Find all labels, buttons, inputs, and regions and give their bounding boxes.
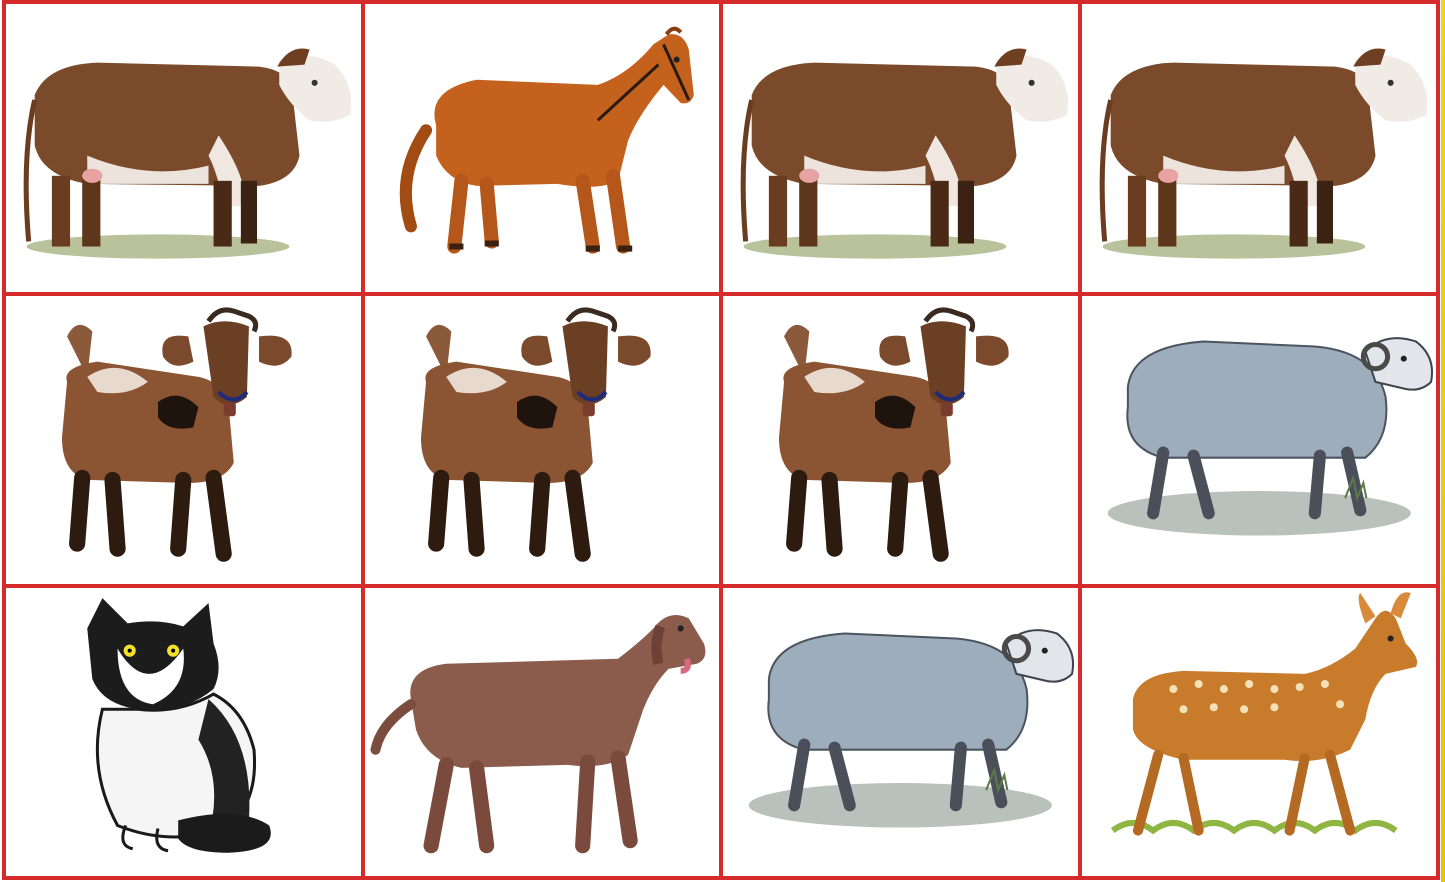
goat-illustration [6,296,361,584]
card-cow[interactable] [1082,4,1437,292]
card-sheep[interactable] [723,588,1078,876]
cow-illustration [723,4,1078,292]
card-sheep[interactable] [1082,296,1437,584]
goat-illustration [723,296,1078,584]
card-goat[interactable] [365,296,720,584]
cow-illustration [6,4,361,292]
memory-card-grid [2,0,1440,880]
card-cat[interactable] [6,588,361,876]
deer-illustration [1082,588,1437,876]
horse-illustration [365,4,720,292]
card-horse[interactable] [365,4,720,292]
sheep-illustration [1082,296,1437,584]
card-cow[interactable] [6,4,361,292]
sheep-illustration [723,588,1078,876]
dog-illustration [365,588,720,876]
card-goat[interactable] [6,296,361,584]
card-deer[interactable] [1082,588,1437,876]
cat-illustration [6,588,361,876]
card-dog[interactable] [365,588,720,876]
card-cow[interactable] [723,4,1078,292]
yellow-edge-strip [1441,0,1445,882]
goat-illustration [365,296,720,584]
card-goat[interactable] [723,296,1078,584]
cow-illustration [1082,4,1437,292]
